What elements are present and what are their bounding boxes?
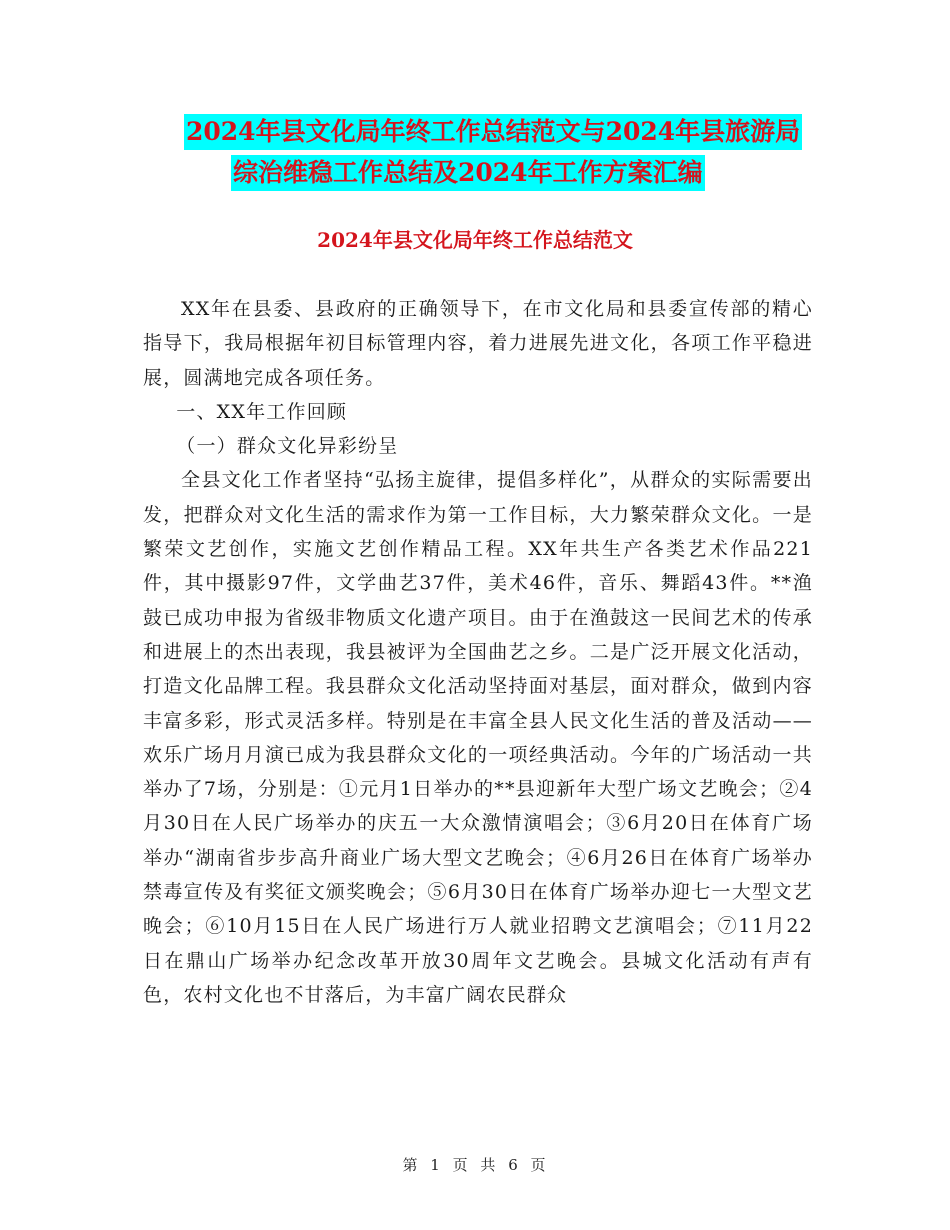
heading-review: 一、XX年工作回顾: [176, 400, 348, 423]
section-title: 2024年县文化局年终工作总结范文: [317, 228, 633, 252]
footer-total-pages: 6: [508, 1156, 520, 1174]
paragraph-mass-culture: 全县文化工作者坚持“弘扬主旋律，提倡多样化”，从群众的实际需要出发，把群众对文化生活的需求作为第一工作目标，大力繁荣群众文化。一是繁荣文艺创作，实施文艺创作精品工程。XX年共生产各类艺术作品221件，其中摄影97件，文学曲艺37件，美术46件，音乐、舞蹈43件。**渔鼓已成功申报为省级非物质文化遗产项目。由于在渔鼓这一民间艺术的传承和进展上的杰出表现，我县被评为全国曲艺之乡。二是广泛开展文化活动，打造文化品牌工程。我县群众文化活动坚持面对基层，面对群众，做到内容丰富多彩，形式灵活多样。特别是在丰富全县人民文化生活的普及活动——欢乐广场月月演已成为我县群众文化的一项经典活动。今年的广场活动一共举办了7场，分别是：①元月1日举办的**县迎新年大型广场文艺晚会；②4月30日在人民广场举办的庆五一大众激情演唱会；③6月20日在体育广场举办“湖南省步步高升商业广场大型文艺晚会；④6月26日在体育广场举办禁毒宣传及有奖征文颁奖晚会；⑤6月30日在体育广场举办迎七一大型文艺晚会；⑥10月15日在人民广场进行万人就业招聘文艺演唱会；⑦11月22日在鼎山广场举办纪念改革开放30周年文艺晚会。县城文化活动有声有色，农村文化也不甘落后，为丰富广阔农民群众: [143, 469, 813, 1006]
footer-label-unit: 页: [452, 1156, 470, 1174]
footer-label-page: 第: [402, 1156, 420, 1174]
body-text: [143, 292, 813, 1012]
footer-current-page: 1: [430, 1156, 442, 1174]
footer-label-unit-2: 页: [530, 1156, 548, 1174]
subheading-mass-culture: （一）群众文化异彩纷呈: [176, 435, 399, 458]
title-line-2: 综治维稳工作总结及2024年工作方案汇编: [231, 155, 705, 191]
page-footer: [0, 1154, 950, 1175]
footer-label-total: 共: [480, 1156, 498, 1174]
title-line-1: 2024年县文化局年终工作总结范文与2024年县旅游局: [184, 114, 802, 150]
paragraph-intro: XX年在县委、县政府的正确领导下，在市文化局和县委宣传部的精心指导下，我局根据年初目标管理内容，着力进展先进文化，各项工作平稳进展，圆满地完成各项任务。: [143, 298, 813, 389]
